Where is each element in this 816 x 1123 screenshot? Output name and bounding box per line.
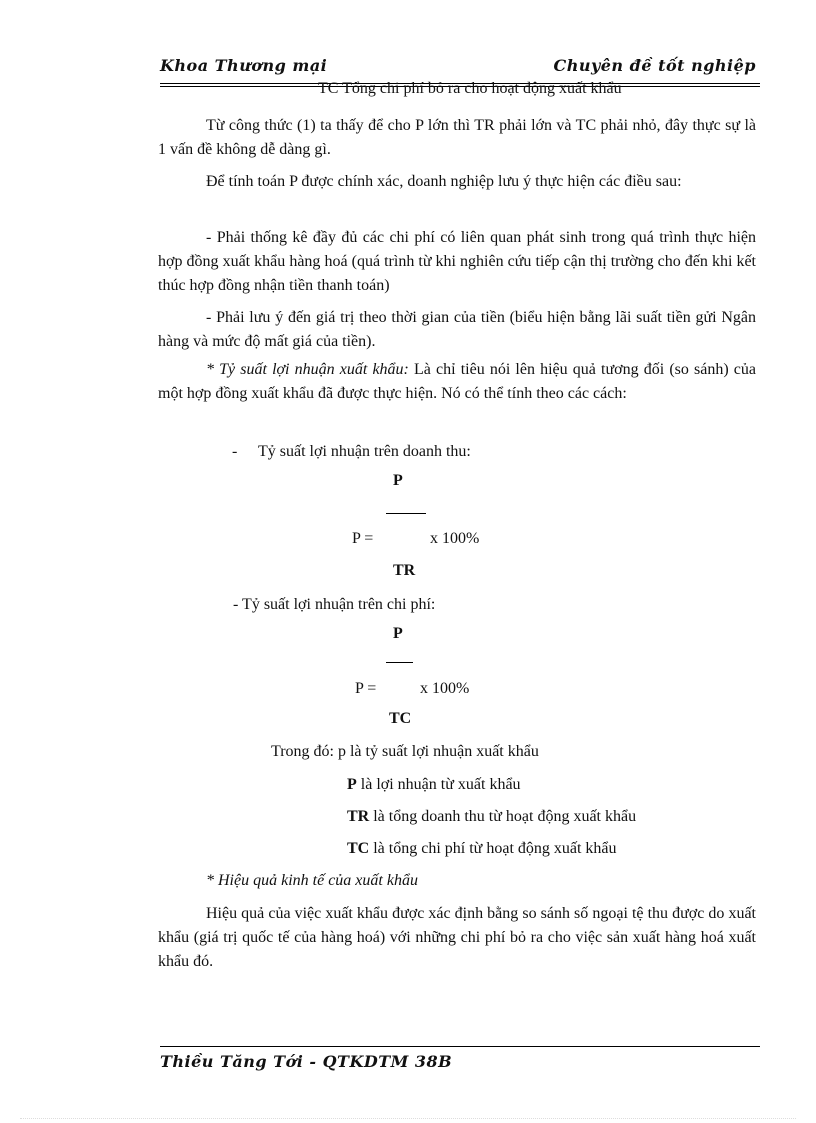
page-bottom-border: [20, 1118, 796, 1119]
section-paragraph: Hiệu quả của việc xuất khẩu được xác định bằng so sánh số ngoại tệ thu được do xuất khẩu (giá trị quốc tế của hàng hoá) với những chi phí bỏ ra cho việc sản xuất hàng hoá xuất khẩu đó.: [158, 905, 756, 970]
legend-intro: Trong đó: p là tỷ suất lợi nhuận xuất khẩu: [271, 743, 539, 760]
formula2-fraction-bar: [386, 662, 413, 663]
formula2-denominator: TC: [389, 710, 412, 727]
formula1-bullet: -: [232, 443, 238, 460]
paragraph-5-label: * Tỷ suất lợi nhuận xuất khẩu:: [206, 361, 409, 378]
section-heading: * Hiệu quả kinh tế của xuất khẩu: [206, 872, 418, 889]
legend-symbol: TR: [347, 808, 370, 825]
formula2-lhs: P =: [355, 680, 377, 697]
paragraph-1: Từ công thức (1) ta thấy để cho P lớn thì TR phải lớn và TC phải nhỏ, đây thực sự là 1 vấn đề không dễ dàng gì.: [158, 117, 756, 158]
legend-symbol: P: [347, 776, 357, 793]
carryover-line: TC Tổng chi phí bỏ ra cho hoạt động xuất khẩu: [318, 80, 622, 97]
formula1-factor: x 100%: [430, 530, 480, 547]
legend-item-p: [347, 774, 521, 796]
formula1-fraction-bar: [386, 513, 426, 514]
formula1-denominator: TR: [393, 562, 416, 579]
paragraph-4: - Phải lưu ý đến giá trị theo thời gian của tiền (biểu hiện bằng lãi suất tiền gửi Ngân hàng và mức độ mất giá của tiền).: [158, 309, 756, 350]
header-faculty: Khoa Thương mại: [160, 56, 328, 75]
formula2-title: - Tỷ suất lợi nhuận trên chi phí:: [233, 596, 436, 613]
formula2-factor: x 100%: [420, 680, 470, 697]
formula1-numerator: P: [393, 472, 403, 489]
legend-symbol: TC: [347, 840, 370, 857]
formula1-lhs: P =: [352, 530, 374, 547]
footer-author: Thiều Tăng Tới - QTKDTM 38B: [160, 1052, 453, 1071]
legend-text: là tổng doanh thu từ hoạt động xuất khẩu: [369, 808, 637, 825]
legend-item-tr: [347, 806, 636, 828]
paragraph-2: Để tính toán P được chính xác, doanh nghiệp lưu ý thực hiện các điều sau:: [206, 173, 682, 190]
paragraph-5-text: Là chỉ tiêu nói lên hiệu quả tương đối (so sánh) của một hợp đồng xuất khẩu đã được thực hiện. Nó có thể tính theo các cách:: [158, 361, 756, 402]
formula2-numerator: P: [393, 625, 403, 642]
legend-item-tc: [347, 838, 617, 860]
paragraph-5: [158, 358, 756, 406]
header-thesis-title: Chuyên đề tốt nghiệp: [553, 56, 756, 75]
paragraph-3: - Phải thống kê đầy đủ các chi phí có liên quan phát sinh trong quá trình thực hiện hợp đồng xuất khẩu hàng hoá (quá trình từ khi nghiên cứu tiếp cận thị trường cho đến khi kết thúc hợp đồng nhận tiền thanh toán): [158, 229, 756, 294]
footer-rule: [160, 1046, 760, 1047]
formula1-title: Tỷ suất lợi nhuận trên doanh thu:: [258, 443, 471, 460]
legend-text: là tổng chi phí từ hoạt động xuất khẩu: [369, 840, 617, 857]
legend-text: là lợi nhuận từ xuất khẩu: [356, 776, 521, 793]
